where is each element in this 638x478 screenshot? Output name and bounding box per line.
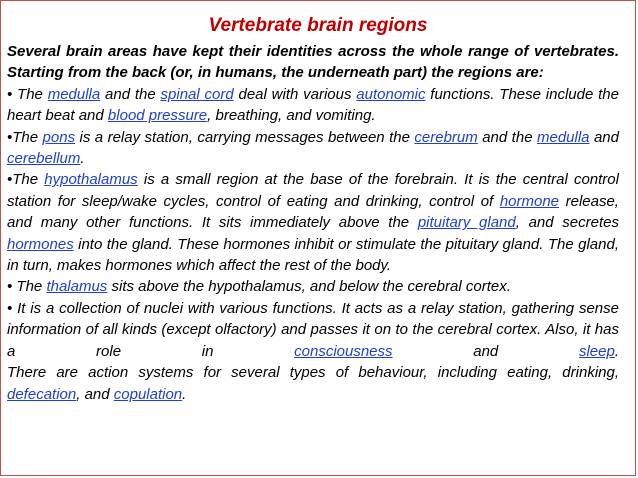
text: . [80, 150, 85, 168]
link-cerebrum[interactable]: cerebrum [414, 128, 478, 146]
link-hypothalamus[interactable]: hypothalamus [44, 171, 138, 189]
link-cerebellum[interactable]: cerebellum [7, 150, 81, 168]
bullet-medulla [7, 84, 619, 127]
text: . [614, 342, 619, 360]
text: and [392, 342, 579, 360]
text: There are action systems for several types of behaviour, including eating, drinking, [7, 364, 619, 382]
link-pons[interactable]: pons [42, 128, 76, 146]
text: , and [76, 385, 114, 403]
bullet-pons [7, 127, 619, 170]
text: , breathing, and vomiting. [207, 107, 376, 125]
bullet-thalamus [7, 276, 619, 297]
action-systems-paragraph [7, 362, 619, 405]
link-medulla-2[interactable]: medulla [536, 128, 590, 146]
text: into the gland. These hormones inhibit or stimulate the pituitary gland. The gland, in turn, makes hormones which affect the rest of the body. [7, 235, 619, 275]
text: and the [477, 128, 537, 146]
bullet-text: •The [7, 128, 43, 146]
bullet-text: • The [7, 278, 47, 296]
slide-body [7, 41, 619, 405]
bullet-text: • The [7, 85, 48, 103]
bullet-text: •The [7, 171, 45, 189]
text: and [589, 128, 619, 146]
intro-paragraph: Several brain areas have kept their identities across the whole range of vertebrates. Starting from the back (or, in humans, the underneath part) the regions are: [7, 43, 619, 82]
text: • It is a collection of nuclei with various functions. It acts as a relay station, gathering sense information of all kinds (except olfactory) and passes it on to the cerebral cortex. Also, it has a role in [7, 299, 619, 360]
text: is a relay station, carrying messages between the [75, 128, 415, 146]
bullet-thalamus-functions [7, 298, 619, 362]
link-pituitary-gland[interactable]: pituitary gland [417, 214, 516, 232]
link-defecation[interactable]: defecation [7, 385, 77, 403]
link-blood-pressure[interactable]: blood pressure [107, 107, 208, 125]
text: functions. These include the heart beat and [7, 85, 619, 125]
link-hormones[interactable]: hormones [7, 235, 74, 253]
text: release, and many other functions. It sits immediately above the [7, 192, 619, 232]
link-medulla[interactable]: medulla [47, 85, 101, 103]
link-copulation[interactable]: copulation [113, 385, 183, 403]
text: is a small region at the base of the forebrain. It is the central control station for sleep/wake cycles, control of eating and drinking, control of [7, 171, 619, 210]
text: sits above the hypothalamus, and below the cerebral cortex. [107, 278, 511, 296]
link-thalamus[interactable]: thalamus [46, 278, 108, 296]
link-sleep[interactable]: sleep [578, 342, 615, 360]
link-hormone[interactable]: hormone [499, 192, 560, 210]
text: , and secretes [515, 214, 619, 232]
link-autonomic[interactable]: autonomic [356, 85, 426, 103]
link-consciousness[interactable]: consciousness [294, 342, 393, 360]
page-title: Vertebrate brain regions [208, 15, 428, 36]
text: deal with various [233, 85, 357, 103]
text: . [182, 385, 187, 403]
text: and the [100, 85, 161, 103]
bullet-hypothalamus [7, 169, 619, 276]
link-spinal-cord[interactable]: spinal cord [160, 85, 234, 103]
